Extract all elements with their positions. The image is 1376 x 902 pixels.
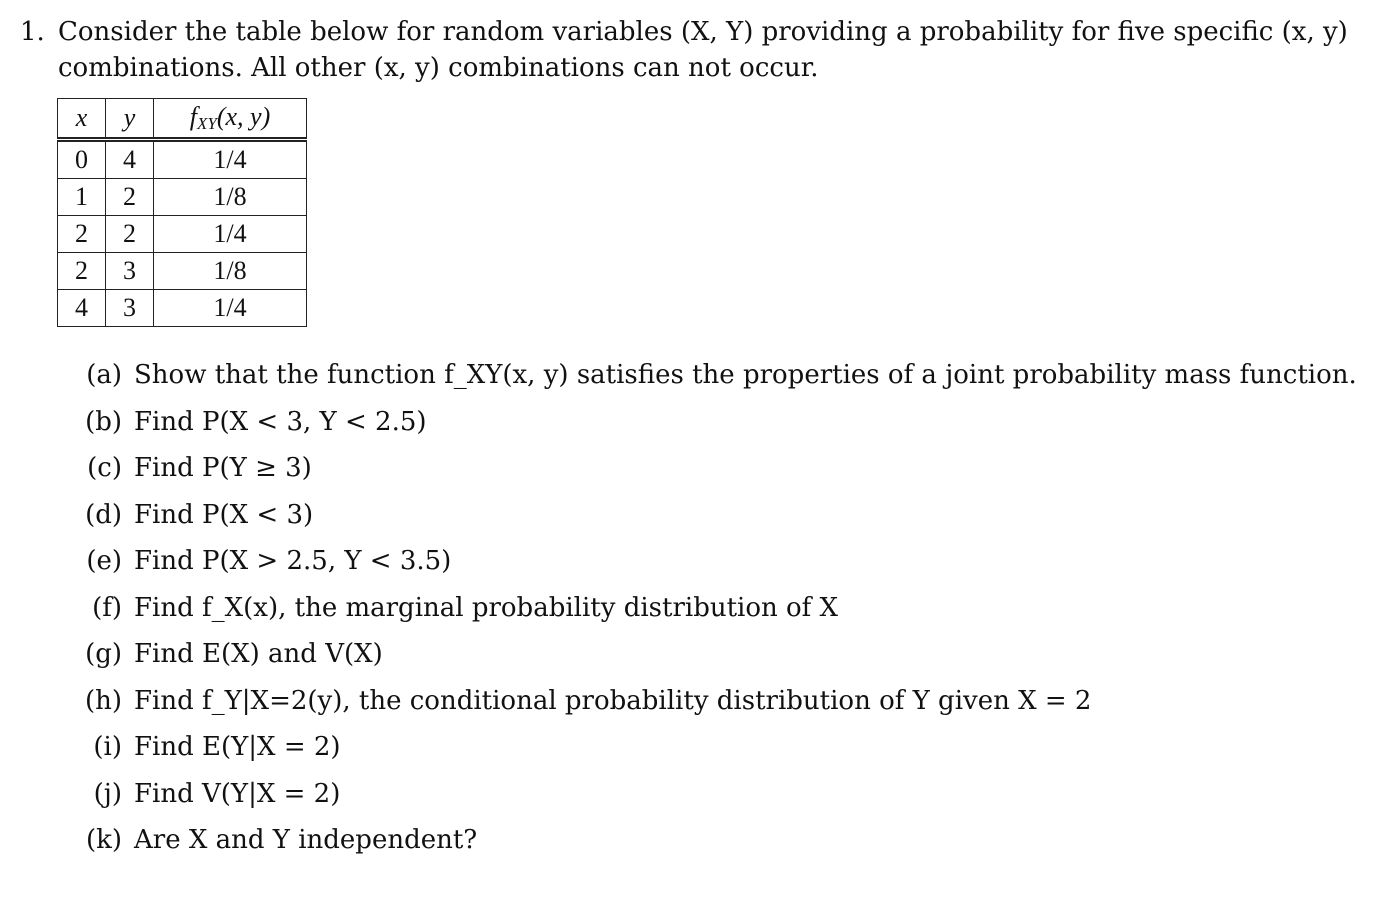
cell-prob: 1/4 <box>154 290 307 327</box>
cell-prob: 1/4 <box>154 216 307 253</box>
part-g <box>68 635 1357 682</box>
part-text: Are X and Y independent? <box>134 825 478 855</box>
part-text: Find P(X < 3, Y < 2.5) <box>134 406 427 437</box>
part-a <box>68 356 1357 403</box>
table-row <box>58 216 307 253</box>
part-c <box>68 449 1357 496</box>
part-j <box>68 775 1357 822</box>
cell-y: 3 <box>106 290 154 327</box>
part-text: Find P(X > 2.5, Y < 3.5) <box>134 546 452 576</box>
cell-prob: 1/8 <box>154 253 307 290</box>
part-text: Find f_X(x), the marginal probability distribution of X <box>134 592 839 623</box>
cell-x: 0 <box>58 140 106 179</box>
part-text: Find P(Y ≥ 3) <box>134 453 312 483</box>
cell-y: 2 <box>106 179 154 216</box>
part-label: (a) <box>86 360 122 390</box>
table-row <box>58 179 307 216</box>
cell-prob: 1/4 <box>154 140 307 179</box>
part-label: (h) <box>84 685 122 716</box>
cell-y: 3 <box>106 253 154 290</box>
part-text: Show that the function f_XY(x, y) satisfies the properties of a joint probability mass function. <box>134 360 1357 390</box>
header-x: x <box>58 99 106 140</box>
header-fxy <box>154 99 307 140</box>
part-d <box>68 496 1357 543</box>
problem-number: 1. <box>20 17 45 47</box>
part-h <box>68 682 1357 729</box>
pmf-table-wrapper <box>57 98 307 327</box>
part-label: (k) <box>85 825 122 855</box>
header-f-subscript: XY <box>196 114 217 133</box>
part-label: (j) <box>93 778 122 809</box>
problem-intro <box>20 14 1348 86</box>
part-k <box>68 821 1357 868</box>
part-e <box>68 542 1357 589</box>
question-parts <box>68 356 1357 868</box>
part-label: (e) <box>86 546 122 576</box>
table-header-row <box>58 99 307 140</box>
table-row <box>58 140 307 179</box>
table-row <box>58 253 307 290</box>
part-text: Find f_Y|X=2(y), the conditional probability distribution of Y given X = 2 <box>134 685 1092 716</box>
part-label: (c) <box>87 453 122 483</box>
cell-y: 2 <box>106 216 154 253</box>
part-label: (b) <box>85 406 122 437</box>
part-label: (f) <box>92 592 122 623</box>
cell-x: 2 <box>58 216 106 253</box>
part-label: (i) <box>93 732 122 762</box>
header-f: f <box>189 102 197 131</box>
cell-x: 1 <box>58 179 106 216</box>
table-row <box>58 290 307 327</box>
part-text: Find E(X) and V(X) <box>134 639 383 669</box>
pmf-table <box>57 98 307 327</box>
intro-line-2: combinations. All other (x, y) combinations can not occur. <box>58 53 819 83</box>
part-i <box>68 728 1357 775</box>
part-f <box>68 589 1357 636</box>
cell-x: 4 <box>58 290 106 327</box>
cell-y: 4 <box>106 140 154 179</box>
header-f-args: (x, y) <box>216 102 271 131</box>
intro-line-1: Consider the table below for random variables (X, Y) providing a probability for five specific (x, y) <box>58 17 1348 47</box>
part-label: (d) <box>85 499 122 530</box>
header-y: y <box>106 99 154 140</box>
cell-x: 2 <box>58 253 106 290</box>
part-label: (g) <box>85 639 122 669</box>
part-b <box>68 403 1357 450</box>
part-text: Find V(Y|X = 2) <box>134 778 341 809</box>
cell-prob: 1/8 <box>154 179 307 216</box>
part-text: Find P(X < 3) <box>134 499 314 530</box>
part-text: Find E(Y|X = 2) <box>134 732 341 762</box>
